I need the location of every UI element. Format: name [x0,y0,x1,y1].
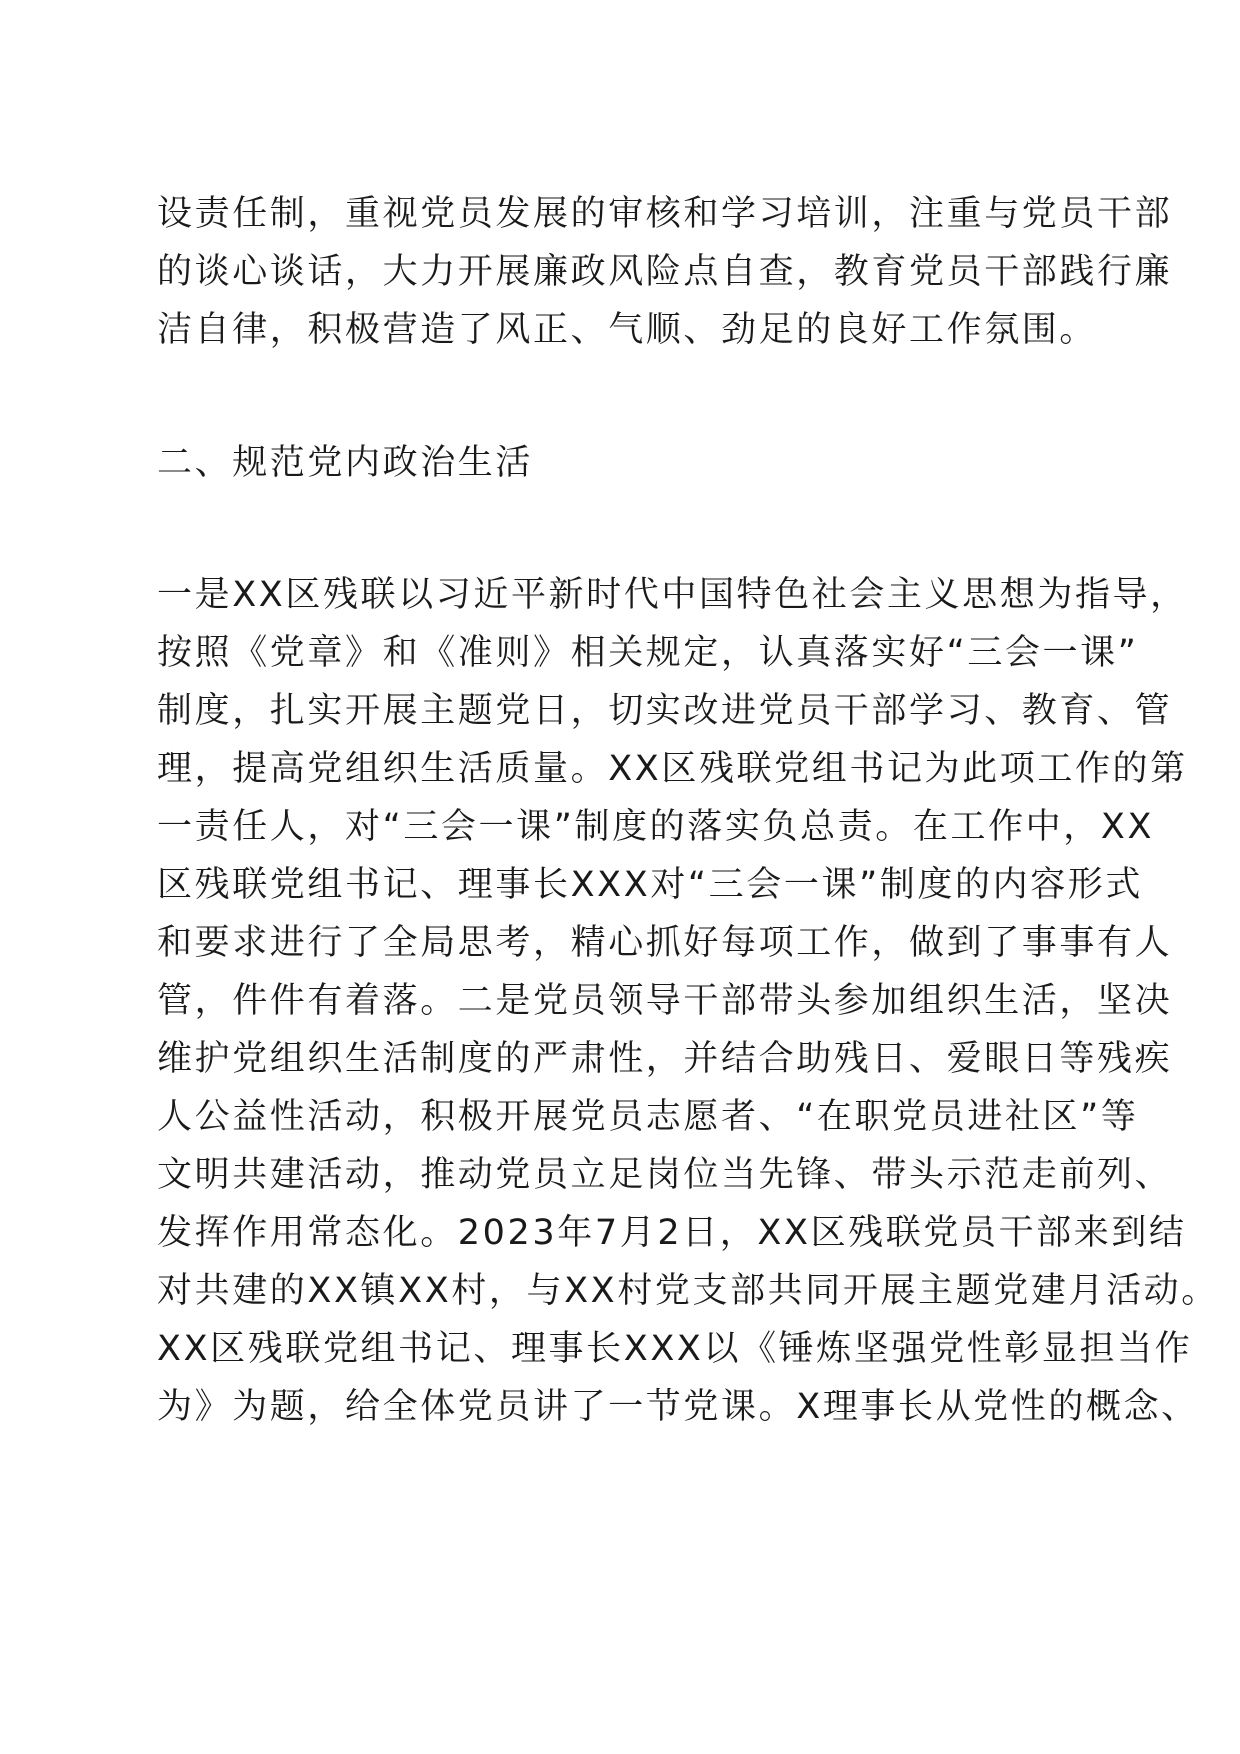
paragraph-line: 制度，扎实开展主题党日，切实改进党员干部学习、教育、管 [157,691,1173,731]
paragraph-line: 对共建的XX镇XX村，与XX村党支部共同开展主题党建月活动。 [157,1271,1219,1311]
paragraph-line: 文明共建活动，推动党员立足岗位当先锋、带头示范走前列、 [157,1155,1173,1195]
paragraph-line: 区残联党组书记、理事长XXX对“三会一课”制度的内容形式 [157,865,1143,905]
paragraph-line: 为》为题，给全体党员讲了一节党课。X理事长从党性的概念、 [157,1387,1199,1427]
paragraph-line: 发挥作用常态化。2023年7月2日，XX区残联党员干部来到结 [157,1213,1187,1253]
paragraph-line: 理，提高党组织生活质量。XX区残联党组书记为此项工作的第 [157,749,1188,789]
paragraph-line: 和要求进行了全局思考，精心抓好每项工作，做到了事事有人 [157,923,1173,963]
paragraph-line: 洁自律，积极营造了风正、气顺、劲足的良好工作氛围。 [157,310,1098,350]
paragraph-line: 设责任制，重视党员发展的审核和学习培训，注重与党员干部 [157,194,1173,234]
paragraph-line: XX区残联党组书记、理事长XXX以《锤炼坚强党性彰显担当作 [157,1329,1193,1369]
paragraph-line: 人公益性活动，积极开展党员志愿者、“在职党员进社区”等 [157,1097,1139,1137]
paragraph-line: 按照《党章》和《准则》相关规定，认真落实好“三会一课” [157,633,1139,673]
paragraph-line: 的谈心谈话，大力开展廉政风险点自查，教育党员干部践行廉 [157,252,1173,292]
paragraph-line: 一是XX区残联以习近平新时代中国特色社会主义思想为指导， [157,575,1188,615]
section-heading: 二、规范党内政治生活 [157,443,534,483]
paragraph-line: 一责任人，对“三会一课”制度的落实负总责。在工作中，XX [157,807,1155,847]
paragraph-line: 维护党组织生活制度的严肃性，并结合助残日、爱眼日等残疾 [157,1039,1173,1079]
paragraph-line: 管，件件有着落。二是党员领导干部带头参加组织生活，坚决 [157,981,1173,1021]
